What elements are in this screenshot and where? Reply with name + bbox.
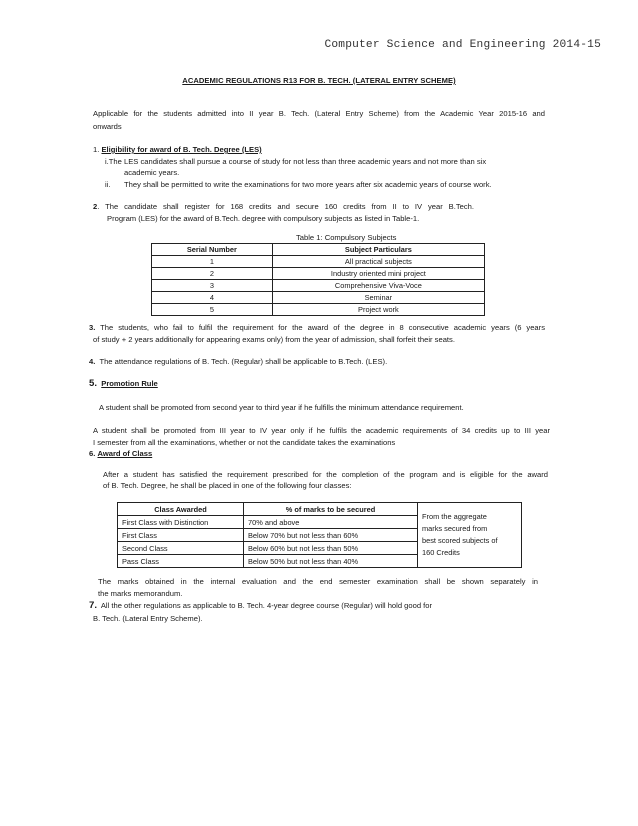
section-1-item-ii-text: They shall be permitted to write the examinations for two more years after six academic years of course work. <box>124 180 492 189</box>
section-5-heading: Promotion Rule <box>101 379 158 388</box>
table-cell: 4 <box>152 292 273 304</box>
section-6-number: 6. <box>89 449 96 458</box>
section-1-item-i-line-2: academic years. <box>124 168 180 177</box>
table-cell: 3 <box>152 280 273 292</box>
section-2-text: . The candidate shall register for 168 credits and secure 160 credits from II to IV year B.Tech. <box>97 202 474 211</box>
table-cell: Comprehensive Viva-Voce <box>272 280 484 292</box>
section-3-line-1 <box>89 323 545 333</box>
section-6-heading-line <box>89 449 152 459</box>
section-4-line <box>89 357 387 367</box>
section-7-number: 7. <box>89 600 98 611</box>
table-cell: 1 <box>152 256 273 268</box>
section-6-line-2: of B. Tech. Degree, he shall be placed in one of the following four classes: <box>103 481 352 490</box>
section-2-line-2: Program (LES) for the award of B.Tech. degree with compulsory subjects as listed in Table-1. <box>107 214 420 223</box>
table-cell: Pass Class <box>118 555 244 568</box>
section-7-line-2: B. Tech. (Lateral Entry Scheme). <box>93 614 203 623</box>
table-row <box>152 256 485 268</box>
table-header-row <box>118 503 522 516</box>
promotion-rule-paragraph-1: A student shall be promoted from second year to third year if he fulfills the minimum attendance requirement. <box>99 403 464 412</box>
section-5-number: 5. <box>89 378 98 389</box>
promotion-rule-paragraph-2-line-1: A student shall be promoted from III year to IV year only if he fulfils the academic requirements of 34 credits up to III year <box>93 426 550 435</box>
section-3-number: 3. <box>89 323 96 332</box>
table-cell: Below 60% but not less than 50% <box>244 542 418 555</box>
note-line: best scored subjects of <box>422 536 498 545</box>
promotion-rule-paragraph-2-line-2: I semester from all the examinations, whether or not the candidate takes the examinations <box>93 438 396 447</box>
section-7-text: All the other regulations as applicable to B. Tech. 4-year degree course (Regular) will hold good for <box>100 601 433 610</box>
aggregate-marks-note <box>418 503 522 568</box>
document-title: ACADEMIC REGULATIONS R13 FOR B. TECH. (LATERAL ENTRY SCHEME) <box>182 76 456 85</box>
table-row <box>152 268 485 280</box>
note-line: 160 Credits <box>422 548 460 557</box>
section-4-number: 4. <box>89 357 96 366</box>
column-header: Subject Particulars <box>272 244 484 256</box>
table-cell: All practical subjects <box>272 256 484 268</box>
marks-note-line-2: the marks memorandum. <box>98 589 183 598</box>
table-cell: Second Class <box>118 542 244 555</box>
table-row <box>152 292 485 304</box>
intro-line-2: onwards <box>93 122 122 131</box>
compulsory-subjects-table <box>151 243 485 316</box>
column-header: Serial Number <box>152 244 273 256</box>
section-6-heading: Award of Class <box>97 449 153 458</box>
section-1-heading: Eligibility for award of B. Tech. Degree (LES) <box>101 145 262 154</box>
table-cell: Below 50% but not less than 40% <box>244 555 418 568</box>
marks-note-line-1: The marks obtained in the internal evaluation and the end semester examination shall be shown separately in <box>98 577 538 586</box>
section-3-text: The students, who fail to fulfil the requirement for the award of the degree in 8 consecutive academic years (6 years <box>100 323 545 332</box>
section-1-heading-line <box>93 145 262 155</box>
section-4-text: The attendance regulations of B. Tech. (Regular) shall be applicable to B.Tech. (LES). <box>99 357 388 366</box>
intro-line-1: Applicable for the students admitted into II year B. Tech. (Lateral Entry Scheme) from the Academic Year 2015-16 and <box>93 109 545 118</box>
column-header: Class Awarded <box>118 503 244 516</box>
section-2-line-1 <box>93 202 474 212</box>
table-cell: Industry oriented mini project <box>272 268 484 280</box>
section-2-number: 2 <box>93 202 98 211</box>
table-cell: First Class with Distinction <box>118 516 244 529</box>
table-cell: Project work <box>272 304 484 316</box>
column-header: % of marks to be secured <box>244 503 418 516</box>
section-1-item-ii-number: ii. <box>105 180 111 189</box>
award-of-class-table <box>117 502 522 568</box>
table-cell: 2 <box>152 268 273 280</box>
table-cell: 5 <box>152 304 273 316</box>
table-cell: Seminar <box>272 292 484 304</box>
section-1-item-i-line-1: i.The LES candidates shall pursue a course of study for not less than three academic years and not more than six <box>105 157 487 166</box>
section-3-line-2: of study + 2 years additionally for appearing exams only) from the year of admission, shall forfeit their seats. <box>93 335 455 344</box>
table-1-caption: Table 1: Compulsory Subjects <box>296 233 397 242</box>
table-row <box>152 304 485 316</box>
section-5-heading-line <box>89 379 158 389</box>
running-header: Computer Science and Engineering 2014-15 <box>324 39 601 51</box>
table-row <box>152 280 485 292</box>
table-cell: Below 70% but not less than 60% <box>244 529 418 542</box>
note-line: marks secured from <box>422 524 488 533</box>
section-6-line-1: After a student has satisfied the requirement prescribed for the completion of the program and is eligible for the award <box>103 470 548 479</box>
table-header-row <box>152 244 485 256</box>
note-line: From the aggregate <box>422 512 487 521</box>
table-cell: First Class <box>118 529 244 542</box>
section-7-line-1 <box>89 601 432 611</box>
table-cell: 70% and above <box>244 516 418 529</box>
section-1-number: 1. <box>93 145 100 154</box>
